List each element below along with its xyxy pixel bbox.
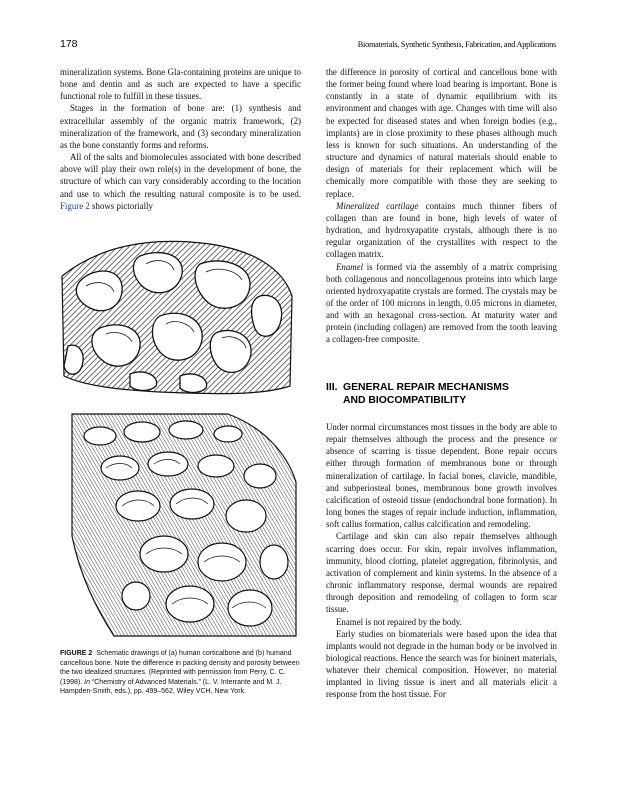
section-paragraph-2: Cartilage and skin can also repair themselves although scarring does occur. For skin, repair involves inflammation, immunity, blood clotting, platelet aggregation, fibrinolysis, and activation of complement and kinin systems. In the absence of a chronic inflammatory response, dermal wounds are repaired through deposition and remodeling of collagen to form scar tissue. (326, 531, 557, 615)
right-paragraph-3 (326, 261, 557, 346)
mineralized-cartilage-term: Mineralized cartilage (336, 200, 419, 211)
left-paragraph-1: mineralization systems. Bone Gla-containing proteins are unique to bone and dentin and as such are expected to have a specific functional role to fulfill in these tissues. (60, 67, 301, 102)
figure-label: FIGURE 2 (60, 650, 93, 657)
right-paragraph-3-text: is formed via the assembly of a matrix comprising both collagenous and noncollagenous proteins into which large oriented hydroxyapatite crystals are formed. The crystals may be of the order of 100 microns in length, 0.05 microns in diameter, and with an hexagonal cross-section. At maturity water and protein (including collagen) are removed from the tooth leaving a collagen-free composite. (326, 261, 557, 345)
left-paragraph-3 (60, 151, 301, 212)
page-number: 178 (60, 38, 78, 50)
cancellous-bone-drawing (72, 414, 296, 636)
right-paragraph-1: the difference in porosity of cortical and cancellous bone with the former being found where load bearing is important. Bone is constantly in a state of dynamic equilibrium with its environment and changes with age. Changes with time will also be expected for diseased states and when foreign bodies (e.g., implants) are in close proximity to these phases although much less is known for such situations. An understanding of the structure and dynamics of natural materials should enable to design of materials for their replacement which will be chemically more compatible with those they are seeking to replace. (326, 67, 557, 199)
caption-in: In (84, 678, 90, 686)
left-column (60, 66, 301, 212)
section-title-line-1: GENERAL REPAIR MECHANISMS (343, 382, 509, 393)
enamel-term: Enamel (336, 261, 364, 272)
cortical-bone-drawing (60, 236, 292, 396)
right-column-upper (326, 66, 557, 346)
section-paragraph-3: Enamel is not repaired by the body. (336, 616, 462, 627)
left-paragraph-3-text: All of the salts and biomolecules associated with bone described above will play their own role(s) in the development of bone, the structure of which can vary considerably according to the location and use to which the resulting natural composite is to be used. (60, 152, 301, 199)
left-paragraph-3-tail: shows pictorially (89, 200, 153, 211)
right-column-lower (326, 421, 557, 701)
figure-caption (60, 649, 305, 697)
section-heading (326, 381, 509, 407)
right-paragraph-2-text: contains much thinner fibers of collagen than are found in bone, high levels of water of hydration, and hydroxyapatite crystals, although there is no regular organization of the crystallites with respect to the collagen matrix. (326, 200, 557, 260)
bone-schematic-figure (60, 236, 305, 642)
section-paragraph-4: Early studies on biomaterials were based upon the idea that implants would not degrade in the human body or be involved in biological reactions. Hence the search was for bioinert materials, whatever their chemical composition. However, no material implanted in living tissue is inert and all materials elicit a response from the host tissue. For (326, 628, 557, 700)
caption-rest: “Chemistry of Advanced Materials.” (L. V. Interrante and M. J. Hampden-Smith, eds.), pp. 499–562, Wiley VCH, New York. (60, 678, 282, 696)
section-number: III. (326, 382, 338, 393)
section-title-line-2: AND BIOCOMPATIBILITY (343, 395, 467, 406)
right-paragraph-2 (326, 200, 557, 261)
running-title: Biomaterials, Synthetic Synthesis, Fabrication, and Applications (357, 40, 556, 49)
section-paragraph-1: Under normal circumstances most tissues in the body are able to repair themselves although the process and the presence or absence of scarring is tissue dependent. Bone repair occurs either through formation of membranous bone or through mineralization of cartilage. In facial bones, clavicle, mandible, and subperiosteal bones, membranous bone growth involves calcification of osteoid tissue (endochondral bone formation). In long bones the stages of repair include induction, inflammation, soft callus formation, callus calcification and remodeling. (326, 422, 557, 530)
figure-2-link[interactable]: Figure 2 (60, 200, 90, 211)
left-paragraph-2: Stages in the formation of bone are: (1) synthesis and extracellular assembly of the organic matrix framework, (2) mineralization of the framework, and (3) secondary mineralization as the bone constantly forms and reforms. (60, 103, 301, 150)
section-heading-line-1 (326, 381, 509, 394)
caption-text: Schematic drawings of (a) human corticalbone and (b) humand cancellous bone. Note the difference in packing density and porosity between the two idealized structures. (Reprinted with permission from Perry, C. C. (1998). (60, 650, 300, 686)
